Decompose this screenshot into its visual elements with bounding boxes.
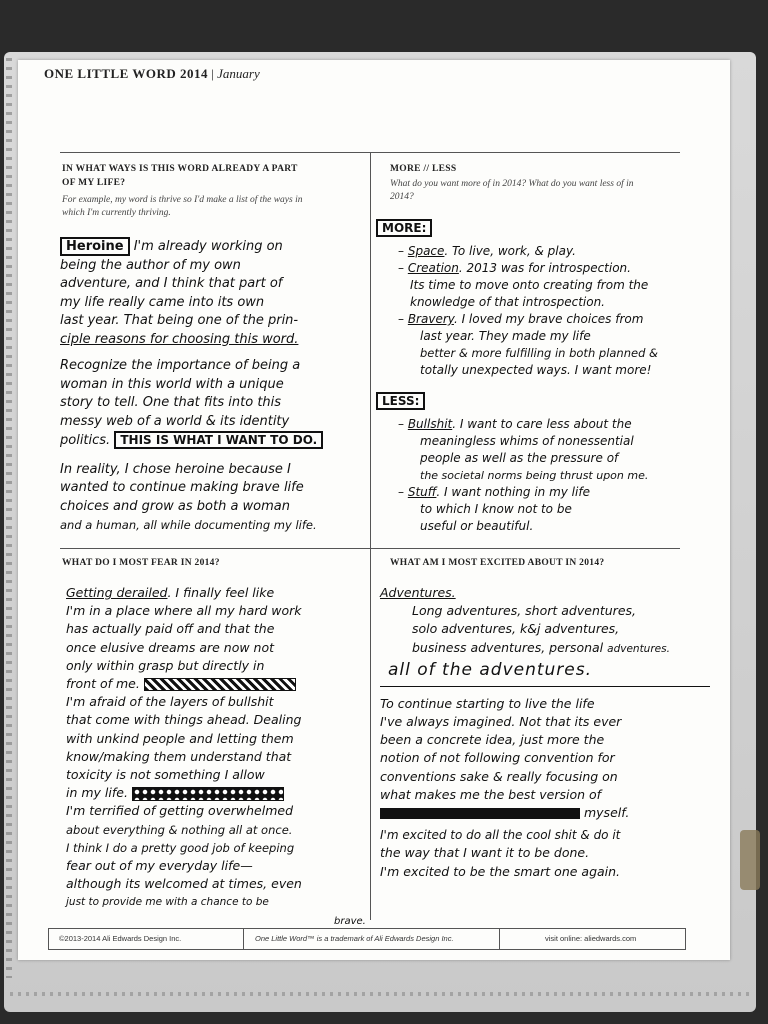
- q1-p1-line: ciple reasons for choosing this word.: [60, 331, 299, 347]
- q3-p2-line: know/making them understand that: [66, 748, 292, 764]
- q4-p1-line: notion of not following convention for: [380, 750, 615, 766]
- q3-p2-line: with unkind people and letting them: [66, 730, 294, 746]
- more-text: . I loved my brave choices from: [453, 312, 644, 326]
- q4-heading: WHAT AM I MOST EXCITED ABOUT IN 2014?: [390, 558, 605, 568]
- q1-p3-line: choices and grow as both a woman: [60, 498, 291, 514]
- q1-sub-line: For example, my word is thrive so I'd make a list of the ways in: [62, 195, 303, 205]
- sleeve-bottom-edge: [10, 992, 750, 996]
- q1-p1-text: I'm already working on: [133, 239, 283, 254]
- redaction-blackout: [380, 808, 580, 819]
- q4-p1-line: what makes me the best version of: [380, 786, 602, 802]
- redaction-dotted: [132, 787, 284, 801]
- q2-sub-line: 2014?: [390, 192, 414, 202]
- q3-p3-line: although its welcomed at times, even: [66, 876, 302, 892]
- more-text: . To live, work, & play.: [444, 244, 576, 258]
- more-text: . 2013 was for introspection.: [458, 261, 631, 275]
- q3-p2-line: I'm afraid of the layers of bullshit: [66, 694, 274, 710]
- q3-p3-line: I'm terrified of getting overwhelmed: [66, 803, 294, 819]
- q3-heading: WHAT DO I MOST FEAR IN 2014?: [62, 558, 220, 568]
- page-title: ONE LITTLE WORD 2014: [44, 66, 208, 81]
- q4-answer: [380, 584, 725, 881]
- q1-sub-line: which I'm currently thriving.: [62, 208, 171, 218]
- q4-p2-line: I'm excited to be the smart one again.: [380, 863, 621, 879]
- q1-boxed-statement: THIS IS WHAT I WANT TO DO.: [114, 431, 323, 449]
- q3-p1-line: I'm in a place where all my hard work: [66, 603, 302, 619]
- q4-p1-line: been a concrete idea, just more the: [380, 732, 605, 748]
- more-text: knowledge of that introspection.: [410, 295, 605, 309]
- more-item: – Bravery. I loved my brave choices from: [398, 312, 644, 326]
- q1-p2-text: politics.: [60, 433, 111, 448]
- q3-tail-word: brave.: [334, 916, 366, 927]
- more-label: MORE:: [376, 219, 432, 237]
- q3-p2-line: that come with things ahead. Dealing: [66, 712, 302, 728]
- q1-p2-line: Recognize the importance of being a: [60, 358, 301, 373]
- more-term: Creation: [407, 261, 459, 275]
- less-text: people as well as the pressure of: [420, 451, 619, 465]
- less-text: useful or beautiful.: [420, 519, 534, 533]
- q3-p3-line: I think I do a pretty good job of keeping: [66, 840, 295, 855]
- more-term: Bravery: [407, 312, 454, 326]
- q3-p1-line: has actually paid off and that the: [66, 621, 275, 637]
- q1-p1-line: my life really came into its own: [60, 294, 265, 310]
- more-item: – Space. To live, work, & play.: [398, 244, 576, 258]
- q1-heading-line: OF MY LIFE?: [62, 178, 126, 188]
- less-label: LESS:: [376, 392, 425, 410]
- q1-p2-line: messy web of a world & its identity: [60, 413, 290, 429]
- q4-big-statement: all of the adventures.: [388, 659, 593, 680]
- q4-label: Adventures.: [380, 585, 456, 600]
- binder-clip: [740, 830, 760, 890]
- less-term: Bullshit: [407, 417, 453, 431]
- q1-p2-line: story to tell. One that fits into this: [60, 395, 282, 410]
- less-text: to which I know not to be: [420, 502, 572, 516]
- q3-p1-line: once elusive dreams are now not: [66, 639, 275, 655]
- q3-p1-text: front of me.: [66, 676, 140, 692]
- footer-trademark: One Little Word™ is a trademark of Ali Edwards Design Inc.: [255, 934, 454, 943]
- page-month: January: [217, 66, 260, 81]
- q2-sub-line: What do you want more of in 2014? What do you want less of in: [390, 179, 634, 189]
- footer-copyright: ©2013-2014 Ali Edwards Design Inc.: [59, 934, 182, 943]
- q4-list-line: Long adventures, short adventures,: [412, 603, 636, 619]
- less-term: Stuff: [407, 485, 437, 499]
- q4-list-tail: adventures.: [607, 642, 670, 655]
- q1-p2-line: [60, 431, 365, 451]
- redaction-hatched: [144, 678, 296, 691]
- more-item: – Creation. 2013 was for introspection.: [398, 261, 631, 275]
- q1-p2-line: woman in this world with a unique: [60, 376, 284, 392]
- more-text: Its time to move onto creating from the: [410, 278, 649, 292]
- q3-p2-line: toxicity is not something I allow: [66, 767, 265, 783]
- q4-p1-line: To continue starting to live the life: [380, 695, 595, 711]
- q4-p1-line: conventions sake & really focusing on: [380, 768, 618, 784]
- q3-answer: [66, 584, 366, 912]
- less-item: – Bullshit. I want to care less about the: [398, 417, 632, 431]
- less-text: . I want nothing in my life: [436, 485, 590, 499]
- column-divider: [370, 152, 371, 920]
- q1-p1-line: [60, 238, 365, 257]
- footer-visit: visit online: aliedwards.com: [545, 934, 637, 943]
- less-item: – Stuff. I want nothing in my life: [398, 485, 590, 499]
- q2-answer: [376, 220, 726, 535]
- q4-p1-line: I've always imagined. Not that its ever: [380, 714, 622, 730]
- q3-p3-line: about everything & nothing all at once.: [66, 822, 293, 837]
- page-header: [44, 66, 664, 82]
- q4-list-line: [380, 639, 725, 658]
- q3-label: Getting derailed: [66, 585, 168, 600]
- less-text: meaningless whims of nonessential: [420, 434, 634, 448]
- q1-label: Heroine: [60, 237, 130, 256]
- q3-p3-line: just to provide me with a chance to be: [66, 896, 269, 909]
- more-text: last year. They made my life: [420, 329, 591, 343]
- q1-p1-line: adventure, and I think that part of: [60, 276, 283, 291]
- q1-p3-line: and a human, all while documenting my life.: [60, 518, 317, 532]
- sleeve-binder-holes: [6, 58, 12, 978]
- title-divider: |: [211, 66, 214, 81]
- more-text: totally unexpected ways. I want more!: [420, 363, 652, 377]
- q2-heading: MORE // LESS: [390, 164, 457, 174]
- q1-p3-line: In reality, I chose heroine because I: [60, 461, 291, 477]
- q4-p2-line: the way that I want it to be done.: [380, 845, 590, 861]
- q1-p1-line: last year. That being one of the prin-: [60, 313, 299, 328]
- footer-separator: [243, 929, 244, 949]
- q1-p1-line: being the author of my own: [60, 257, 241, 273]
- q4-p1-line: [380, 804, 725, 822]
- q3-p2-text: in my life.: [66, 785, 128, 801]
- page-footer: [48, 928, 686, 950]
- more-term: Space: [407, 244, 445, 258]
- q4-list-text: business adventures, personal: [412, 639, 604, 655]
- more-text: better & more fulfilling in both planned &: [420, 346, 659, 360]
- footer-separator: [499, 929, 500, 949]
- q2-subtitle: [390, 178, 633, 204]
- q1-answer: [60, 238, 365, 535]
- q3-p1-line: only within grasp but directly in: [66, 657, 265, 673]
- q3-p1-line: [66, 675, 366, 693]
- q1-p3-line: wanted to continue making brave life: [60, 480, 304, 495]
- q3-p1-text: . I finally feel like: [167, 585, 275, 600]
- q3-p1-line: [66, 584, 366, 602]
- q1-heading-line: IN WHAT WAYS IS THIS WORD ALREADY A PART: [62, 164, 298, 174]
- less-text: the societal norms being thrust upon me.: [420, 469, 649, 482]
- q1-heading: [62, 162, 298, 190]
- q4-list-line: solo adventures, k&j adventures,: [412, 621, 620, 637]
- q4-p1-text: myself.: [583, 805, 630, 821]
- q3-p3-line: fear out of my everyday life—: [66, 858, 253, 874]
- q4-p2-line: I'm excited to do all the cool shit & do it: [380, 828, 621, 843]
- q1-subtitle: [62, 194, 302, 220]
- row-divider: [60, 548, 680, 549]
- less-text: . I want to care less about the: [452, 417, 632, 431]
- q3-p2-line: [66, 784, 366, 802]
